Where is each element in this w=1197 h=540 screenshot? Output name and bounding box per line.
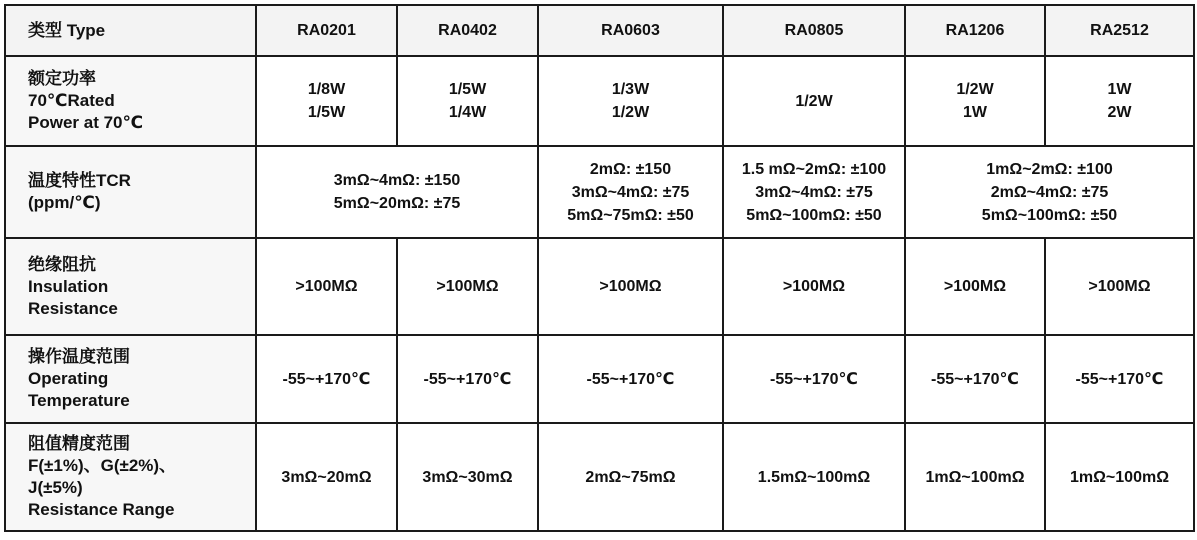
rated-power-value: 1/5W [307,104,346,121]
tcr-label-line1: 温度特性TCR [28,171,131,190]
model-header-ra0201: RA0201 [256,5,397,56]
resistance-range-ra0402: 3mΩ~30mΩ [397,423,538,531]
tcr-value: 2mΩ~4mΩ: ±75 [990,183,1109,201]
rated-power-ra0603 [538,56,723,146]
rated-power-label [5,56,256,146]
tcr-value: 5mΩ~100mΩ: ±50 [981,206,1118,224]
model-header-ra0603: RA0603 [538,5,723,56]
header-row [5,5,1194,56]
rated-power-ra0201 [256,56,397,146]
resistance-range-label [5,423,256,531]
insulation-ra1206: >100MΩ [905,238,1045,335]
rated-power-row [5,56,1194,146]
type-header: 类型 Type [5,5,256,56]
insulation-ra0201: >100MΩ [256,238,397,335]
resistance-range-ra1206: 1mΩ~100mΩ [905,423,1045,531]
rated-power-label-en1: 70℃Rated [28,91,115,110]
insulation-ra0805: >100MΩ [723,238,905,335]
rated-power-ra0402 [397,56,538,146]
tcr-value: 1.5 mΩ~2mΩ: ±100 [741,160,887,178]
rated-power-ra2512 [1045,56,1194,146]
rated-power-value: 1/2W [611,104,650,121]
resistance-range-label-tol2: J(±5%) [28,478,83,497]
model-header-ra1206: RA1206 [905,5,1045,56]
rated-power-value: 1/3W [611,81,650,98]
tcr-value: 3mΩ~4mΩ: ±150 [333,172,461,189]
rated-power-value: 1/8W [307,81,346,98]
rated-power-value: 1/4W [448,104,487,121]
tcr-ra1206-ra2512 [905,146,1194,238]
insulation-row [5,238,1194,335]
resistance-range-ra2512: 1mΩ~100mΩ [1045,423,1194,531]
operating-temp-ra0201: -55~+170℃ [256,335,397,423]
model-header-ra0402: RA0402 [397,5,538,56]
resistance-range-ra0603: 2mΩ~75mΩ [538,423,723,531]
operating-temp-ra0805: -55~+170℃ [723,335,905,423]
insulation-label-en2: Resistance [28,298,118,318]
tcr-row [5,146,1194,238]
resistance-range-label-en: Resistance Range [28,500,175,519]
insulation-label-en1: Insulation [28,276,109,296]
operating-temp-ra2512: -55~+170℃ [1045,335,1194,423]
operating-temp-label [5,335,256,423]
model-header-ra0805: RA0805 [723,5,905,56]
tcr-ra0603 [538,146,723,238]
resistance-range-label-cn: 阻值精度范围 [28,434,130,453]
resistance-range-label-tol1: F(±1%)、G(±2%)、 [28,456,177,475]
operating-temp-row [5,335,1194,423]
insulation-ra0603: >100MΩ [538,238,723,335]
rated-power-ra0805 [723,56,905,146]
rated-power-label-en2: Power at 70℃ [28,113,144,132]
insulation-label [5,238,256,335]
tcr-ra0201-ra0402 [256,146,538,238]
operating-temp-ra0603: -55~+170℃ [538,335,723,423]
operating-temp-label-en1: Operating [28,369,109,388]
tcr-ra0805 [723,146,905,238]
insulation-ra0402: >100MΩ [397,238,538,335]
resistance-range-ra0201: 3mΩ~20mΩ [256,423,397,531]
tcr-value: 3mΩ~4mΩ: ±75 [755,183,873,201]
resistance-range-row [5,423,1194,531]
rated-power-value: 1/2W [956,81,994,98]
tcr-label [5,146,256,238]
model-header-ra2512: RA2512 [1045,5,1194,56]
operating-temp-ra1206: -55~+170℃ [905,335,1045,423]
resistance-range-ra0805: 1.5mΩ~100mΩ [723,423,905,531]
rated-power-value: 1/5W [448,81,487,98]
spec-table [4,4,1195,532]
operating-temp-ra0402: -55~+170℃ [397,335,538,423]
tcr-value: 2mΩ: ±150 [589,160,672,178]
rated-power-value: 1W [1107,81,1132,98]
tcr-value: 5mΩ~100mΩ: ±50 [746,206,882,224]
tcr-label-line2: (ppm/℃) [28,193,101,212]
rated-power-value: 1W [963,104,987,121]
operating-temp-label-cn: 操作温度范围 [28,347,130,366]
rated-power-ra1206 [905,56,1045,146]
tcr-value: 5mΩ~20mΩ: ±75 [333,195,461,212]
operating-temp-label-en2: Temperature [28,391,130,410]
tcr-value: 1mΩ~2mΩ: ±100 [986,160,1113,178]
rated-power-label-cn: 额定功率 [28,69,96,88]
insulation-ra2512: >100MΩ [1045,238,1194,335]
tcr-value: 5mΩ~75mΩ: ±50 [567,206,694,224]
rated-power-value: 2W [1107,104,1132,121]
tcr-value: 3mΩ~4mΩ: ±75 [571,183,690,201]
insulation-label-cn: 绝缘阻抗 [28,254,96,274]
rated-power-value: 1/2W [795,92,833,110]
